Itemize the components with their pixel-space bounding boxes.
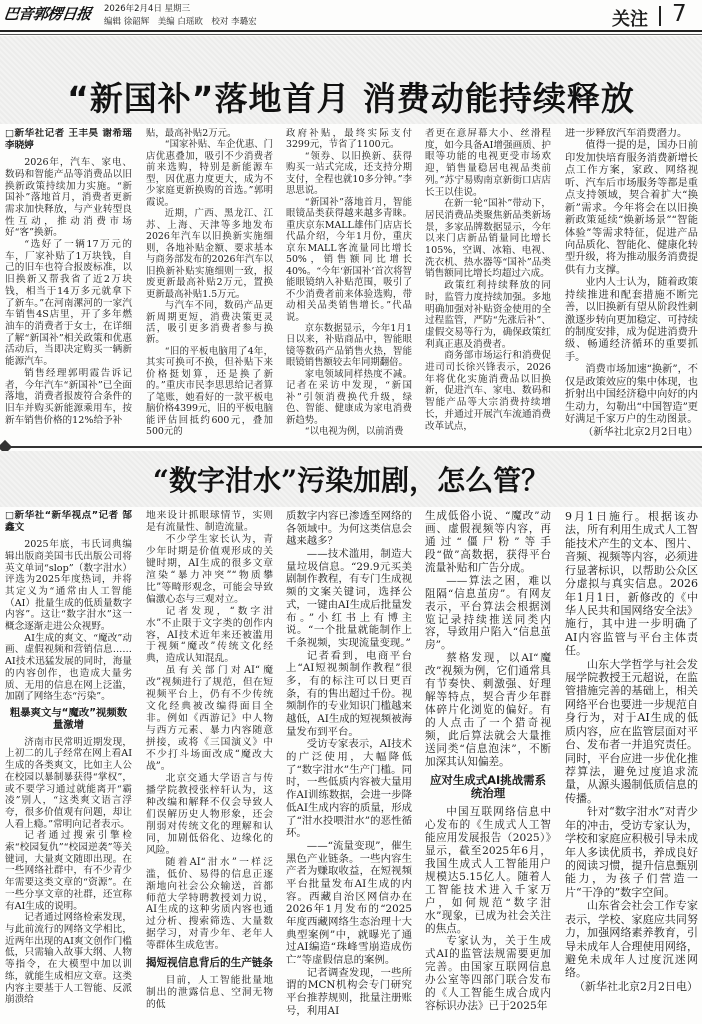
article-1-column-4 — [425, 128, 551, 441]
article-2-column-1 — [5, 510, 132, 1020]
paragraph: ——“流量变现”，催生黑色产业链条。一些内容生产者为赚取收益，在短视频平台批量发布AI生成的内容。西藏自治区网信办在2026年1月发布的“2025年度西藏网络生态治理十大典型案例”中，就曝光了通过AI编造“珠峰雪崩造成伤亡”等虚假信息的案例。 — [286, 839, 412, 967]
article-1-column-2 — [146, 128, 273, 441]
paragraph: 值得一提的是，国办日前印发加快培育服务消费新增长点工作方案，家政、网络视听、汽车后市场服务等都是重点支持领域，契合着扩大“换新”需求。今年将会在以旧换新政策延续“焕新场景”“智能体验”等需求特征，促进产品向品质化、智能化、健康化转型升级，将为推动服务消费提供有力支撑。 — [565, 140, 698, 276]
paragraph: 记者通过网络检索发现，与此前流行的网络文学相比，近两年出现的AI爽文创作门槛低，只需输入故事大纲、人物等指令，在大模型中加以训练，就能生成相应文章。这类内容主要基于人工智能、反派崩溃给 — [5, 912, 132, 1006]
article-2-column-3 — [286, 510, 412, 1020]
paragraph: 山东省会社会工作专家表示，学校、家庭应共同努力，加强网络素养教育，引导未成年人合理使用网络，避免未成年人过度沉迷网络。 — [565, 899, 698, 980]
article-2-column-5 — [565, 510, 698, 1020]
paragraph: 京东数据显示，今年1月1日以来，补贴商品中，智能眼镜等数码产品销售火热，智能眼镜销售额较去年同期翻倍。 — [286, 322, 412, 369]
byline: □新华社记者 王丰昊 谢希瑶 李晓婷 — [5, 128, 132, 151]
paragraph: 记者通过搜索引擎检索“校园复仇”“校园逆袭”等关键词，大量爽文随即出现。在一些网络社群中，有不少青少年需要这类文章的“资源”。在一些分享文章的社群，还宣称有AI生成的说明。 — [5, 830, 132, 912]
dateline: （新华社北京2月2日电） — [574, 979, 698, 993]
article-2-headline: “数字泔水”污染加剧，怎么管？ — [152, 464, 550, 497]
paragraph-continued: 政府补贴，最终实际支付3299元，节省了1100元。 — [286, 128, 412, 151]
header-rule — [0, 30, 702, 32]
paragraph: 政策红利持续释放的同时，监管力度持续加强。多地明确加强对补贴资金使用的全过程监管，严防“先涨后补”、虚假交易等行为，确保政策红利真正惠及消费者。 — [425, 280, 551, 350]
paragraph-continued: 生成低俗小说、“魔改”动画、虚假视频等内容，再通过“僵尸粉”等手段“做”高数据，获得平台流量补贴和广告分成。 — [425, 510, 551, 574]
subheading: 应对生成式AI挑战需系统治理 — [429, 773, 547, 801]
paragraph: 虽有关部门对AI“魔改”视频进行了规范，但在短视频平台上，仍有不少传统文化经典被改编得面目全非。例如《西游记》中人物与西方元素、暴力内容随意拼接，或将《三国演义》中不少打斗场面改成“魔改大战”。 — [146, 665, 273, 773]
paragraph: 家电领域同样热度不减。记者在采访中发现，“新国补”引领消费换代升级，绿色、智能、健康成为家电消费新趋势。 — [286, 368, 412, 426]
paragraph: 在新一轮“国补”带动下，居民消费品类聚焦新品类新场景，多家品牌数据显示，今年以来门店新品销量同比增长105%，空调、冰箱、电视、洗衣机、热水器等“国补”品类销售额同比增长均超过六成。 — [425, 198, 551, 280]
page-number: 7 — [672, 1, 687, 27]
paragraph: 针对“数字泔水”对青少年的冲击，受访专家认为，学校和家庭应积极引导未成年人多读优质书，养成良好的阅读习惯，提升信息甄别能力，为孩子们营造一片“干净的”数字空间。 — [565, 805, 698, 899]
paragraph: “旧的平板电脑用了4年，其实可换可不换，但补贴下来价格挺划算，还是换了新的。”重庆市民李思思给记者算了笔账，她看好的一款平板电脑价格4399元，旧的平板电脑能评估回抵约600元，叠加500元的 — [146, 345, 273, 438]
paragraph: 2025年底，韦氏词典编辑出版商美国韦氏出版公司将英文单词“slop”（数字泔水）评选为2025年度热词，并将其定义为“通常由人工智能（AI）批量生成的低质量数字内容”。这让“数字泔水”这一概念逐渐走进公众视野。 — [5, 539, 132, 633]
paragraph: “选好了一辆17万元的车，厂家补贴了1万块钱，自己的旧车也符合报废标准，以旧换新又帮我省了近2万块钱，相当于14万多元就拿下了新车。”在河南漯河的一家汽车销售4S店里，开了多年燃油车的消费者于女士，在详细了解“新国补”相关政策和优惠活动后，当即决定购买一辆新能源汽车。 — [5, 239, 132, 368]
paragraph: 2026年，汽车、家电、数码和智能产品等消费品以旧换新政策持续加力实施。“新国补”落地首月，消费者更新需求加快释放，与产业转型良性互动，推动消费市场好“客”换新。 — [5, 157, 132, 239]
paragraph-continued: 贴，最高补贴2万元。 — [146, 128, 237, 139]
article-1-column-5 — [565, 128, 698, 441]
article-divider — [0, 446, 702, 448]
article-2-column-4 — [425, 510, 551, 1020]
masthead-logo: 巴音郭楞日报 — [2, 5, 93, 23]
paragraph: 销售经理郭明霞告诉记者，今年汽车“新国补”已全面落地，消费者报废符合条件的旧车并购买新能源乘用车，按新车销售价格的12%给予补 — [5, 367, 132, 426]
paragraph: 山东大学哲学与社会发展学院教授王元超说，在监管措施完善的基础上，相关网络平台也要进一步规范自身行为，对于AI生成的低质内容，应在监管层面对平台、发布者一并追究责任。同时，平台应进一步优化推荐算法，避免过度追求流量，从源头遏制低质信息的传播。 — [565, 657, 698, 805]
paragraph: 与汽车不同，数码产品更新周期更短，消费决策更灵活，吸引更多消费者参与换新。 — [146, 300, 273, 346]
paragraph: “新国补”落地首月，智能眼镜品类获得越来越多青睐。重庆京东MALL雄伟门店店长代晶介绍，今年1月份，重庆京东MALL客流量同比增长50%，销售额同比增长40%。“今年‘新国补’首次将智能眼镜纳入补贴范围，吸引了不少消费者前来体验选购，带动相关品类销售增长。”代晶说。 — [286, 196, 412, 323]
paragraph-continued: 者更在意屏幕大小、丝滑程度，如今具备AI增强画质、护眼等功能的电视更受市场欢迎，销售量稳居电视品类前列。”苏宁易购南京新街口店店长王以佳说。 — [425, 128, 551, 198]
paragraph: 记者发现，“数字泔水”不止限于文字类的创作内容，AI技术近年来还被滥用于视频“魔改”传统文化经典，造成认知混乱。 — [146, 605, 273, 665]
paragraph: “领券、以旧换新、获得购买一站式完成，还支持分期支付，全程也就10多分钟。”李思思说。 — [286, 150, 412, 197]
paragraph: ——算法之困，难以阻隔“信息茧房”。有网友表示，平台算法会根据浏览记录持续推送同类内容，导致用户陷入“信息茧房”。 — [425, 574, 551, 652]
section-name: 关注 — [612, 9, 648, 30]
article-1-headline: “新国补”落地首月 消费动能持续释放 — [67, 79, 635, 118]
paragraph: 记者看到，电商平台上“AI短视频制作教程”很多，有的标注可以日更百条，有的售出超过千份。视频制作的专业知识门槛越来越低，AI生成的短视频被海量发布到平台。 — [286, 649, 412, 738]
paragraph: 近期，广西、黑龙江、江苏、上海、天津等多地发布2026年汽车以旧换新实施细则，各地补贴金额、要求基本与商务部发布的2026年汽车以旧换新补贴实施细则一致，报废更新最高补贴2万元，置换更新最高补贴1.5万元。 — [146, 208, 273, 300]
paragraph: 中国互联网络信息中心发布的《生成式人工智能应用发展报告（2025）》显示，截至2025年6月，我国生成式人工智能用户规模达5.15亿人。随着人工智能技术进入千家万户，如何规范“数字泔水”现象，已成为社会关注的焦点。 — [425, 806, 551, 935]
article-1-column-3 — [286, 128, 412, 441]
paragraph: 消费市场加速“换新”，不仅是政策效应的集中体现，也折射出中国经济稳中向好的内生动力，勾勒出“中国智造”更好满足千家万户的生动图景。 — [565, 364, 698, 426]
paragraph: 不少学生家长认为，青少年时期是价值观形成的关键时期，AI生成的很多文章渲染“暴力冲突”“物质攀比”等畸形观念，可能会导致偏激心态与三观对立。 — [146, 533, 273, 605]
header-rule-thin — [0, 34, 702, 35]
paragraph: 北京交通大学语言与传播学院教授张梓轩认为，这种改编和解释不仅会导致人们误解历史人物形象，还会削弱对传统文化的理解和认同，加剧低俗化、边缘化的风险。 — [146, 772, 273, 856]
subheading: 揭短视信息背后的生产链条 — [146, 956, 273, 969]
paragraph: “国家补贴、车企优惠、门店优惠叠加，吸引不少消费者前来选购，特别是新能源车型，因优惠力度更大，成为不少家庭更新换购的首选。”郭明霞说。 — [146, 139, 273, 208]
subheading: 粗暴爽文与“魔改”视频数量激增 — [9, 707, 128, 731]
paragraph: 记者调查发现，一些所谓的MCN机构会专门研究平台推荐规则，批量注册账号，利用AI — [286, 966, 412, 1017]
paragraph: 目前，人工智能批量地制出的泄露信息、空洞无物的低 — [146, 974, 273, 1010]
paragraph: 业内人士认为，随着政策持续推进和配套措施不断完善，以旧换新有望从阶段性刺激逐步转向更加稳定、可持续的制度安排，成为促进消费升级、畅通经济循环的重要抓手。 — [565, 277, 698, 363]
paragraph: 济南市民常明近期发现，上初二的儿子经常在网上看AI生成的各类爽文，比如主人公在校园以暴制暴获得“掌权”，或不要学习通过就能离开“霸凌”别人，“这类爽文语言浮夸，很多价值观有问题，却让人看上瘾。”常明向记者表示。 — [5, 736, 132, 830]
paragraph: 商务部市场运行和消费促进司司长徐兴锋表示，2026年将优化实施消费品以旧换新，促进汽车、家电、数码和智能产品等大宗消费持续增长，并通过开展汽车流通消费改革试点， — [425, 350, 551, 432]
paragraph: 随着AI“泔水”一样泛滥，低价、易得的信息正逐渐地向社会公众输送，首都师范大学特聘教授刘力说，AI生成的这种劣质内容也通过分析、搜索筛选、大量数据学习，对青少年、老年人等群体生成危害。 — [146, 856, 273, 952]
paragraph: AI生成的爽文、“魔改”动画、虚假视频和营销信息……AI技术迅猛发展的同时，海量的内容创作，也造成大量劣质、无用的信息在网上泛滥，加剧了网络生态“污染”。 — [5, 632, 132, 703]
article-1-column-1 — [5, 128, 132, 441]
byline: □新华社“新华视点”记者 郜鑫文 — [5, 510, 132, 533]
article-2-column-2 — [146, 510, 273, 1020]
paragraph: 专家认为，关于生成式AI的监管法规需要更加完善。由国家互联网信息办公室等四部门联合发布的《人工智能生成合成内容标识办法》已于2025年 — [425, 935, 551, 1013]
issue-date: 2026年2月4日 星期三 — [104, 4, 191, 14]
paragraph-continued: 9月1日施行。根据该办法，所有利用生成式人工智能技术产生的文本、图片、音频、视频等内容，必须进行显著标识，以帮助公众区分虚拟与真实信息。2026年1月1日，新修改的《中华人民共和国网络安全法》施行，其中进一步明确了AI内容监管与平台主体责任。 — [565, 510, 698, 658]
section-separator — [659, 6, 661, 26]
dateline: （新华社北京2月2日电） — [583, 426, 698, 438]
paragraph: 受访专家表示，AI技术的广泛使用，大幅降低了“数字泔水”生产门槛。同时，一些低质内容被大量用作AI训练数据，会进一步降低AI生成内容的质量，形成了“泔水投喂泔水”的恶性循环。 — [286, 738, 412, 840]
paragraph: ——技术滥用，制造大量垃圾信息。“29.9元买美剧制作教程，有专门生成视频的文案关键词，选择公式，一键由AI生成后批量发布。”小红书上有博主说。“一个批量就能制作上千条视频，实现流量变现。” — [286, 548, 412, 649]
editor-credits: 编辑 徐韶辉 美编 白瑶欧 校对 李璐宏 — [104, 17, 257, 27]
paragraph: 蔡格发现，以AI“魔改”视频为例，它们通常具有节奏快、刺激强、好理解等特点，契合青少年群体碎片化浏览的偏好。有的人点击了一个猎奇视频，此后算法就会大量推送同类“信息泡沫”，不断加深其认知偏差。 — [425, 652, 551, 768]
paragraph-continued: 进一步释放汽车消费潜力。 — [565, 128, 688, 139]
paragraph-continued: 质数字内容已渗透至网络的各领域中。为何这类信息会越来越多？ — [286, 510, 412, 548]
paragraph: “以电视为例，以前消费 — [304, 426, 404, 438]
paragraph-continued: 地来设计抓眼球情节，实则是有流量性、制造流量。 — [146, 510, 273, 533]
